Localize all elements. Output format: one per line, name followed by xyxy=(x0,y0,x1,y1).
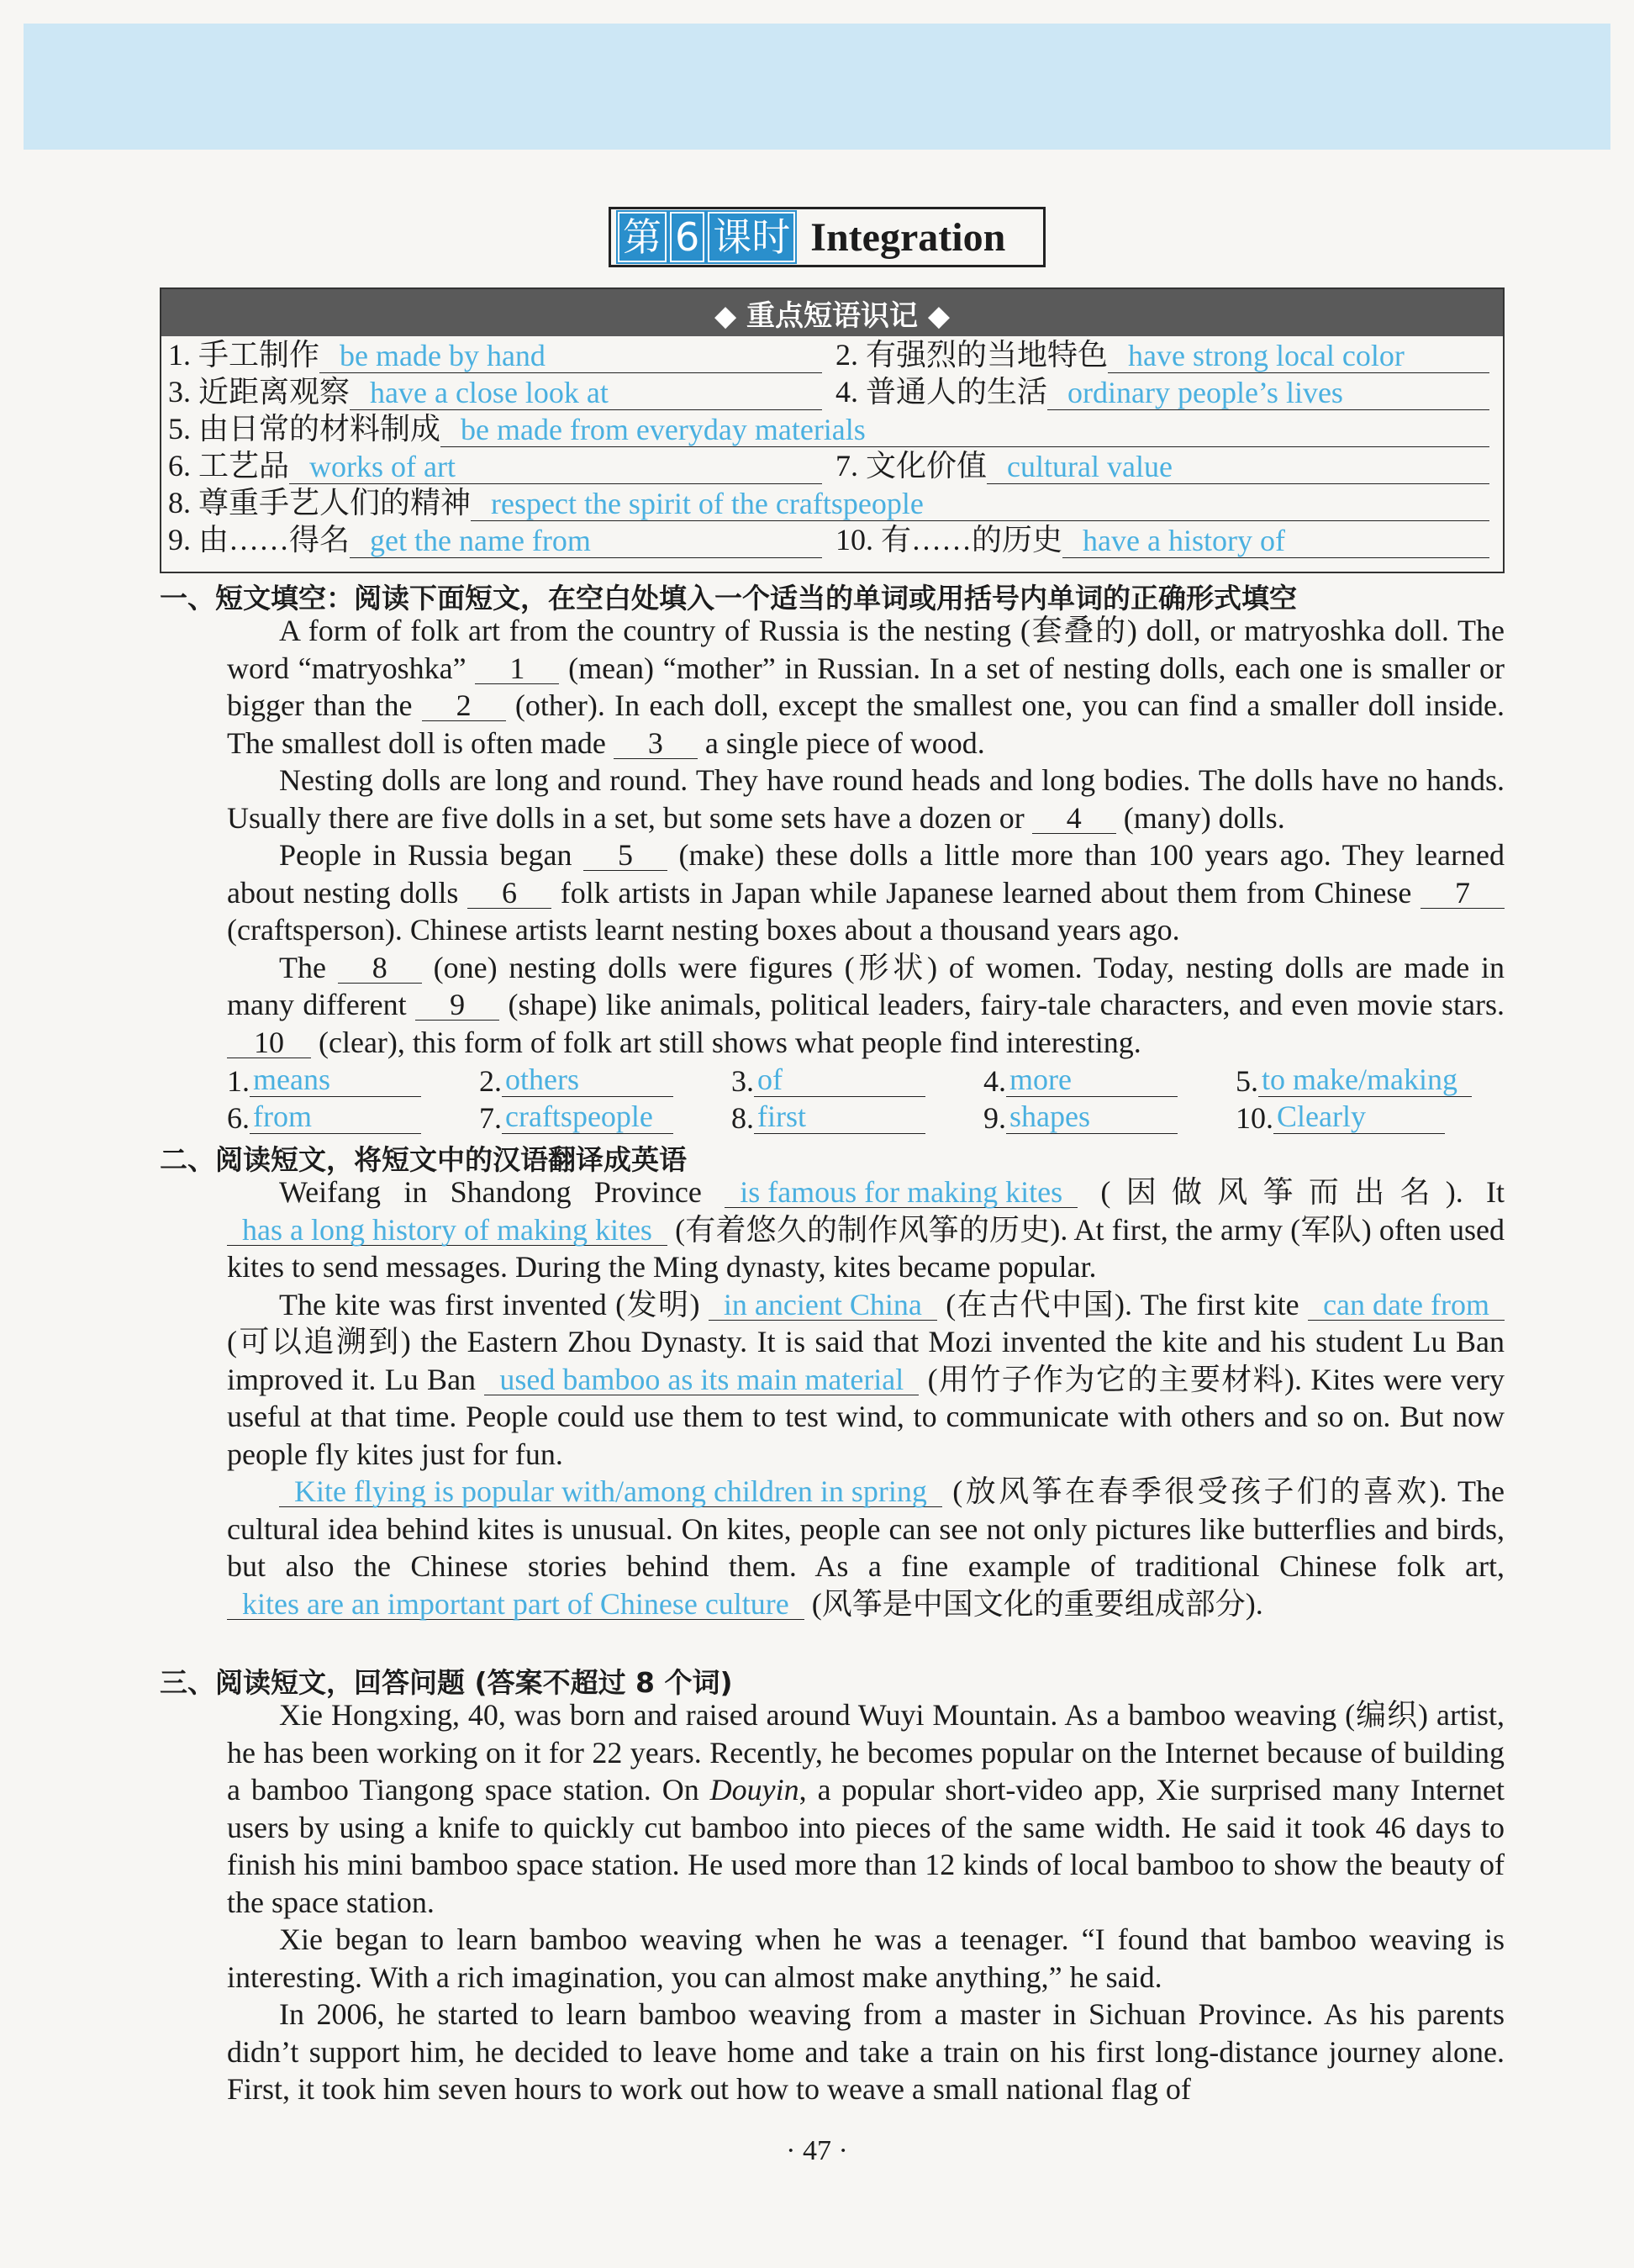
phrase-zh: 7. 文化价值 xyxy=(835,449,988,483)
answer-3[interactable]: of xyxy=(754,1064,925,1097)
answer-4[interactable]: more xyxy=(1006,1064,1178,1097)
section3-title: 三、阅读短文，回答问题 (答案不超过 8 个词) xyxy=(160,1666,733,1699)
section3-paragraph-3: In 2006, he started to learn bamboo weaving from a master in Sichuan Province. As his parents didn’t support him, he decided to leave home and take a train on his first long-distance journey alone. First, it took him seven hours to work out how to weave a small national flag of xyxy=(227,1997,1505,2106)
section3-paragraph-2: Xie began to learn bamboo weaving when he was a teenager. “I found that bamboo weaving is interesting. With a rich imagination, you can almost make anything,” he said. xyxy=(227,1923,1505,1994)
phrase-row xyxy=(161,410,1503,447)
key-phrases-table xyxy=(160,287,1505,573)
phrase-zh: 3. 近距离观察 xyxy=(168,375,351,409)
lesson-number: 6 xyxy=(670,212,704,262)
section3-passage: Xie Hongxing, 40, was born and raised around Wuyi Mountain. As a bamboo weaving (编织) artist, he has been working on it for 22 years. Recently, he becomes popular on the Internet because of building a bamboo Tiangong space station. On Douyin, a popular short-video app, Xie surprised many Internet users by using a knife to quickly cut bamboo into pieces of the same width. He said it took 46 days to finish his mini bamboo space station. He used more than 12 kinds of local bamboo to show the beauty of the space station. Xie began to learn bamboo weaving when he was a teenager. “I found that bamboo weaving is interesting. With a rich imagination, you can almost make anything,” he said. In 2006, he started to learn bamboo weaving from a master in Sichuan Province. As his parents didn’t support him, he decided to leave home and take a train on his first long-distance journey alone. First, it took him seven hours to work out how to weave a small national flag of xyxy=(227,1696,1505,2108)
phrase-zh: 6. 工艺品 xyxy=(168,449,290,483)
translation-6[interactable]: Kite flying is popular with/among children in spring xyxy=(279,1476,942,1507)
section1-passage: A form of folk art from the country of Russia is the nesting (套叠的) doll, or matryoshka doll. The word “matryoshka” 1 (mean) “mother” in Russian. In a set of nesting dolls, each one is smaller or bigger than the 2 (other). In each doll, except the smallest one, you can find a smaller doll inside. The smallest doll is often made 3 a single piece of wood. Nesting dolls are long and round. They have round heads and long bodies. The dolls have no hands. Usually there are five dolls in a set, but some sets have a dozen or 4 (many) dolls. People in Russia began 5 (make) these dolls a little more than 100 years ago. They learned about nesting dolls 6 folk artists in Japan while Japanese learned about them from Chinese 7 (craftsperson). Chinese artists learnt nesting boxes about a thousand years ago. The 8 (one) nesting dolls were figures (形状) of women. Today, nesting dolls are made in many different 9 (shape) like animals, political leaders, fairy-tale characters, and even movie stars. 10 (clear), this form of folk art still shows what people find interesting. xyxy=(227,614,1505,1059)
phrase-zh: 10. 有……的历史 xyxy=(835,523,1063,556)
translation-5[interactable]: used bamboo as its main material xyxy=(484,1364,919,1395)
blank-1[interactable]: 1 xyxy=(475,653,559,684)
phrase-row xyxy=(161,484,1503,521)
section1-answers: 1. means 2. others 3. of 4. more 5. to make/making 6. from 7. craftspeople 8. first 9. shapes 10. Clearly xyxy=(227,1063,1505,1137)
phrase-row xyxy=(161,373,1503,410)
answer-7[interactable]: craftspeople xyxy=(502,1101,673,1134)
phrase-answer[interactable]: have strong local color xyxy=(1108,339,1489,373)
phrase-zh: 8. 尊重手艺人们的精神 xyxy=(168,486,472,520)
page-number: · 47 · xyxy=(786,2135,848,2166)
translation-3[interactable]: in ancient China xyxy=(709,1290,937,1321)
blank-9[interactable]: 9 xyxy=(415,989,499,1021)
phrase-answer[interactable]: respect the spirit of the craftspeople xyxy=(471,487,1489,521)
phrase-answer[interactable]: have a history of xyxy=(1062,524,1489,558)
lesson-title-box xyxy=(609,207,1046,267)
phrase-zh: 5. 由日常的材料制成 xyxy=(168,412,441,446)
section1-title: 一、短文填空：阅读下面短文，在空白处填入一个适当的单词或用括号内单词的正确形式填空 xyxy=(160,582,1297,614)
translation-1[interactable]: is famous for making kites xyxy=(725,1177,1078,1208)
blank-6[interactable]: 6 xyxy=(467,878,551,909)
answer-9[interactable]: shapes xyxy=(1006,1101,1178,1134)
blank-2[interactable]: 2 xyxy=(422,690,506,721)
answer-1[interactable]: means xyxy=(250,1064,421,1097)
phrase-answer[interactable]: get the name from xyxy=(350,524,822,558)
translation-4[interactable]: can date from xyxy=(1308,1290,1505,1321)
phrase-zh: 9. 由……得名 xyxy=(168,523,351,556)
phrase-answer[interactable]: have a close look at xyxy=(350,376,822,410)
lesson-suffix: 课时 xyxy=(708,212,795,262)
translation-2[interactable]: has a long history of making kites xyxy=(227,1215,667,1246)
answer-5[interactable]: to make/making xyxy=(1258,1064,1472,1097)
phrase-answer[interactable]: cultural value xyxy=(987,450,1489,484)
key-phrases-heading: ◆ 重点短语识记 ◆ xyxy=(161,289,1503,336)
section2-passage: Weifang in Shandong Province is famous for making kites (因做风筝而出名). It has a long history of making kites (有着悠久的制作风筝的历史). At first, the army (军队) often used kites to send messages. During the Ming dynasty, kites became popular. The kite was first invented (发明) in ancient China (在古代中国). The first kite can date from (可以追溯到) the Eastern Zhou Dynasty. It is said that Mozi invented the kite and his student Lu Ban improved it. Lu Ban used bamboo as its main material (用竹子作为它的主要材料). Kites were very useful at that time. People could use them to test wind, to communicate with others and so on. But now people fly kites just for fun. Kite flying is popular with/among children in spring (放风筝在春季很受孩子们的喜欢). The cultural idea behind kites is unusual. On kites, people can see not only pictures like butterflies and birds, but also the Chinese stories behind them. As a fine example of traditional Chinese folk art, kites are an important part of Chinese culture (风筝是中国文化的重要组成部分). xyxy=(227,1175,1505,1621)
blank-4[interactable]: 4 xyxy=(1032,803,1116,834)
phrase-row xyxy=(161,521,1503,558)
lesson-title: Integration xyxy=(810,214,1006,260)
app-name: Douyin xyxy=(709,1773,799,1806)
phrase-answer[interactable]: ordinary people’s lives xyxy=(1047,376,1489,410)
blank-7[interactable]: 7 xyxy=(1421,878,1505,909)
blank-5[interactable]: 5 xyxy=(583,840,667,871)
phrase-zh: 4. 普通人的生活 xyxy=(835,375,1048,409)
phrase-answer[interactable]: be made by hand xyxy=(319,339,822,373)
phrase-row xyxy=(161,447,1503,484)
answer-2[interactable]: others xyxy=(502,1064,673,1097)
answer-10[interactable]: Clearly xyxy=(1273,1101,1445,1134)
phrase-zh: 2. 有强烈的当地特色 xyxy=(835,338,1109,372)
answer-6[interactable]: from xyxy=(250,1101,421,1134)
blank-3[interactable]: 3 xyxy=(614,728,698,759)
section2-title: 二、阅读短文，将短文中的汉语翻译成英语 xyxy=(160,1143,687,1176)
top-color-band xyxy=(24,24,1610,150)
lesson-prefix: 第 xyxy=(618,212,667,262)
phrase-answer[interactable]: works of art xyxy=(289,450,822,484)
phrase-row xyxy=(161,336,1503,373)
answer-8[interactable]: first xyxy=(754,1101,925,1134)
phrase-zh: 1. 手工制作 xyxy=(168,338,320,372)
translation-7[interactable]: kites are an important part of Chinese culture xyxy=(227,1589,804,1620)
blank-10[interactable]: 10 xyxy=(227,1027,311,1058)
blank-8[interactable]: 8 xyxy=(338,952,422,984)
phrase-answer[interactable]: be made from everyday materials xyxy=(440,413,1489,447)
